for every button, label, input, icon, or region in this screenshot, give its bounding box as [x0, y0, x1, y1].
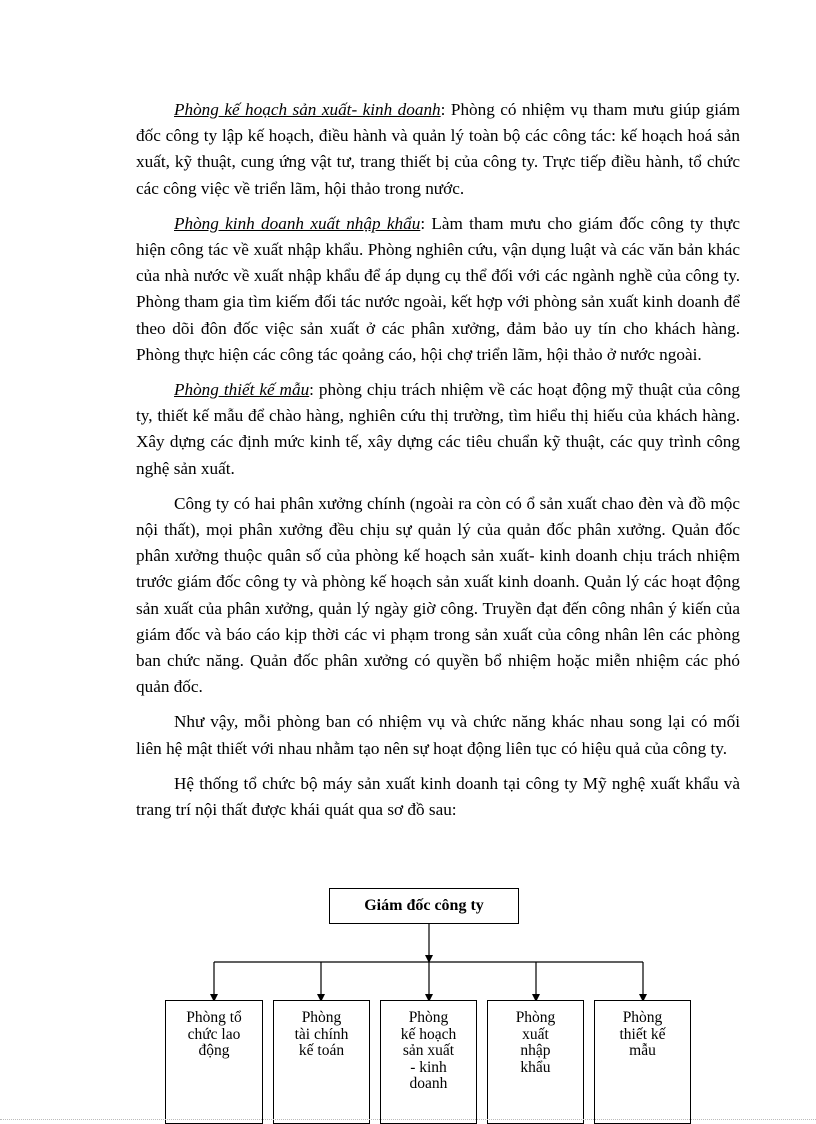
dept-label-planning: Phòng kế hoạch sản xuất - kinh doanh	[400, 1009, 457, 1092]
term-design-dept: Phòng thiết kế mẫu	[174, 380, 310, 400]
text-import-export-dept: : Làm tham mưu cho giám đốc công ty thực hiện công tác về xuất nhập khẩu. Phòng nghiên cứu, vận dụng luật và các văn bản khác của nhà nước về xuất nhập khẩu để áp dụng cụ thể đối với các ngành nghề của công ty. Phòng tham gia tìm kiếm đối tác nước ngoài, kết hợp với phòng sản xuất kinh doanh để theo dõi đôn đốc việc sản xuất ở các phân xưởng, đảm bảo uy tín cho khách hàng. Phòng thực hiện các công tác qoảng cáo, hội chợ triển lãm, hội thảo ở nước ngoài.	[136, 213, 741, 364]
dept-label-design: Phòng thiết kế mẫu	[619, 1009, 666, 1059]
dept-box-labor	[165, 1000, 263, 1124]
dept-box-finance	[273, 1000, 370, 1124]
dept-label-labor: Phòng tổ chức lao động	[186, 1009, 242, 1059]
text-workshops: Công ty có hai phân xưởng chính (ngoài ra còn có ổ sản xuất chao đèn và đồ mộc nội thất), mọi phân xưởng đều chịu sự quản lý của quản đốc phân xưởng. Quản đốc phân xưởng thuộc quân số của phòng kế hoạch sản xuất- kinh doanh chịu trách nhiệm trước giám đốc công ty và phòng kế hoạch sản xuất kinh doanh. Quản lý các hoạt động sản xuất của phân xưởng, quản lý ngày giờ công. Truyền đạt đến công nhân ý kiến của giám đốc và báo cáo kịp thời các vi phạm trong sản xuất của công nhân lên các phòng ban chức năng. Quản đốc phân xưởng có quyền bổ nhiệm hoặc miễn nhiệm các phó quản đốc.	[136, 493, 740, 697]
term-import-export-dept: Phòng kinh doanh xuất nhập khẩu	[174, 213, 421, 233]
text-chart-intro: Hệ thống tổ chức bộ máy sản xuất kinh doanh tại công ty Mỹ nghệ xuất khẩu và trang trí nội thất được khái quát qua sơ đồ sau:	[136, 773, 740, 820]
dept-label-finance: Phòng tài chính kế toán	[294, 1009, 349, 1059]
text-planning-dept: : Phòng có nhiệm vụ tham mưu giúp giám đốc công ty lập kế hoạch, điều hành và quản lý toàn bộ các công tác: kế hoạch hoá sản xuất, kỹ thuật, cung ứng vật tư, trang thiết bị của công ty. Trực tiếp điều hành, tổ chức các công việc về triển lãm, hội thảo trong nước.	[136, 100, 740, 198]
director-box	[329, 888, 519, 924]
text-design-dept: : phòng chịu trách nhiệm về các hoạt động mỹ thuật của công ty, thiết kế mẫu để chào hàng, nghiên cứu thị trường, tìm hiểu thị hiếu của khách hàng. Xây dựng các định mức kinh tế, xây dựng các tiêu chuẩn kỹ thuật, các quy trình công nghệ sản xuất.	[136, 380, 741, 478]
dept-box-planning	[380, 1000, 477, 1124]
term-planning-dept: Phòng kế hoạch sản xuất- kinh doanh	[174, 100, 441, 119]
text-summary: Như vậy, mỗi phòng ban có nhiệm vụ và chức năng khác nhau song lại có mối liên hệ mật thiết với nhau nhằm tạo nên sự hoạt động liên tục có hiệu quả của công ty.	[136, 712, 740, 758]
director-label: Giám đốc công ty	[364, 897, 484, 914]
dept-label-import-export: Phòng xuất nhập khẩu	[515, 1009, 556, 1076]
page-bottom-rule	[0, 1119, 816, 1120]
dept-box-design	[594, 1000, 691, 1124]
dept-box-import-export	[487, 1000, 584, 1124]
